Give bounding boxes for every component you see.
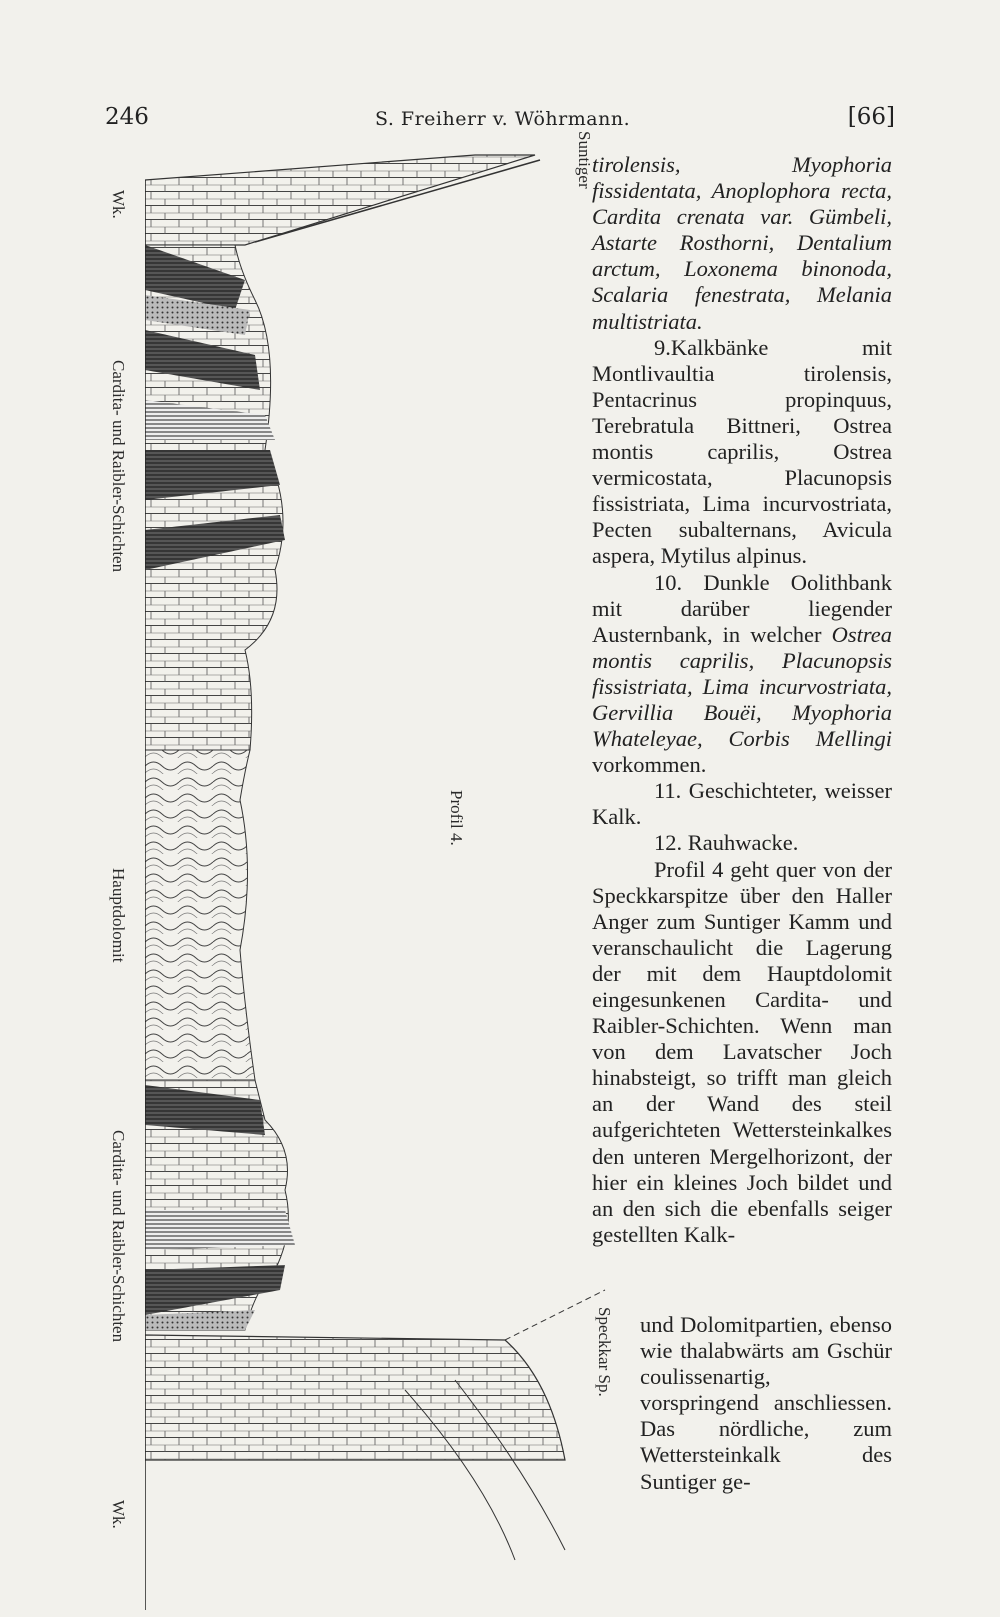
side-label-cardita-upper: Cardita- und Raibler-Schichten <box>109 360 128 573</box>
item-number-9: 9. <box>654 334 671 360</box>
paragraph-item-12: 12. Rauhwacke. <box>654 830 799 856</box>
side-label-hauptdolomit: Hauptdolomit <box>109 868 128 963</box>
page-number: 246 <box>105 104 149 130</box>
side-label-wk-top: Wk. <box>109 190 128 219</box>
paragraph-item-10 <box>592 570 892 779</box>
paragraph-item-11: 11. Geschichteter, weisser Kalk. <box>592 778 892 830</box>
running-header <box>105 104 895 138</box>
paragraph-profil-continuation: und Dolomitpartien, ebenso wie thalabwärts am Gschür coulissenartig, vorspringend anschliessen. Das nördliche, zum Wettersteinkalk des Suntiger ge- <box>640 1312 892 1494</box>
figure-label-speckkar: Speckkar Sp. <box>595 1307 614 1397</box>
item-number-10: 10. <box>654 569 683 595</box>
paragraph-profil-description: Profil 4 geht quer von der Speckkarspitze über den Haller Anger zum Suntiger Kamm und veranschaulicht die Lagerung der mit dem Hauptdolomit eingesunkenen Cardita- und Raibler-Schichten. Wenn man von dem Lavatscher Joch hinabsteigt, so trifft man gleich an der Wand des steil aufgerichteten Wettersteinkalkes den unteren Mergelhorizont, der hier ein kleines Joch bildet und an den sich die ebenfalls seiger gestellten Kalk- <box>592 856 892 1247</box>
text-continuation <box>640 1312 892 1495</box>
figure-caption-profil: Profil 4. <box>447 790 466 846</box>
item-9-text: Kalkbänke mit Montlivaultia tirolensis, Pentacrinus propinquus, Terebratula Bittneri, Ostrea montis caprilis, Ostrea vermicostata, Placunopsis fissistriata, Lima incurvostriata, Pecten subalternans, Avicula aspera, Mytilus alpinus. <box>592 334 892 569</box>
side-label-cardita-lower: Cardita- und Raibler-Schichten <box>109 1130 128 1343</box>
original-page-number: [66] <box>847 104 895 130</box>
side-label-wk-bottom: Wk. <box>109 1500 128 1529</box>
item-10-text-c: vorkommen. <box>592 752 707 778</box>
figure-label-suntiger: Suntiger <box>575 131 594 189</box>
geological-profile-figure <box>145 150 665 1610</box>
paragraph-item-9 <box>592 335 892 570</box>
item-10-text-a: Dunkle Oolithbank mit darüber liegender Austernbank, in welcher <box>592 569 892 647</box>
paragraph-species-list: tirolensis, Myophoria fissidentata, Anoplophora recta, Cardita crenata var. Gümbeli, Astarte Rosthorni, Dentalium arctum, Loxonema binonoda, Scalaria fenestrata, Melania multistriata. <box>592 152 892 334</box>
main-text-column <box>592 152 892 1248</box>
running-title: S. Freiherr v. Wöhrmann. <box>375 108 631 130</box>
item-10-species: Ostrea montis caprilis, Placunopsis fissistriata, Lima incurvostriata, Gervillia Bouëi, Myophoria Whateleyae, Corbis Mellingi <box>592 621 892 752</box>
